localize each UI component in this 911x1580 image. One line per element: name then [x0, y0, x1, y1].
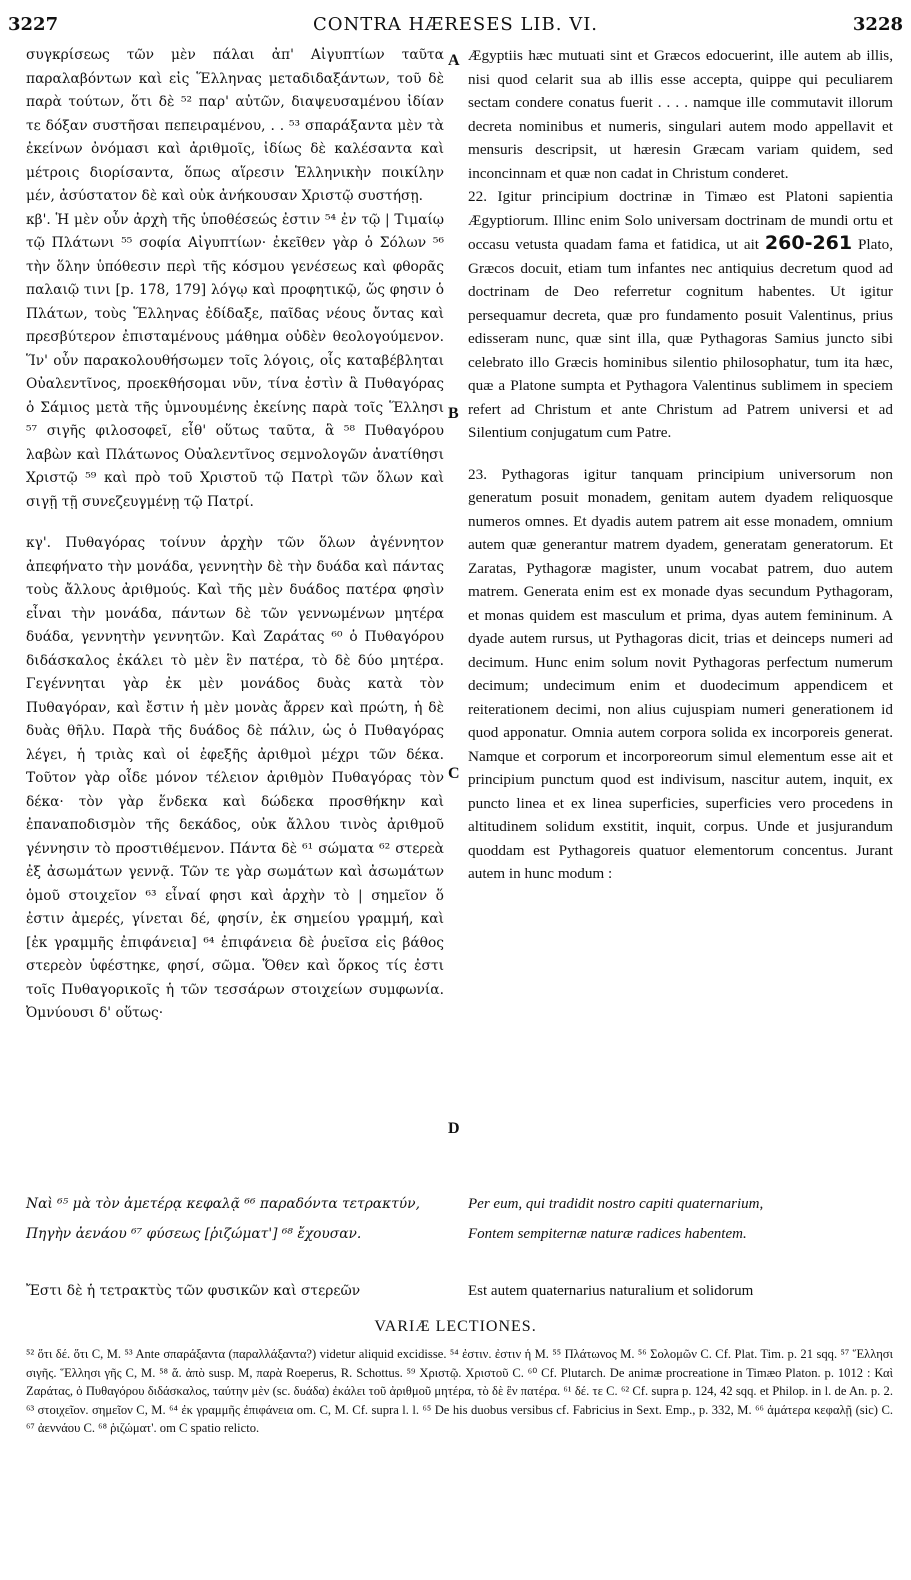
running-title: CONTRA HÆRESES LIB. VI. — [312, 14, 599, 35]
greek-paragraph-3: κγ'. Πυθαγόρας τοίνυν ἀρχὴν τῶν ὅλων ἀγέννητον ἀπεφήνατο τὴν μονάδα, γεννητὴν δὲ τὴν δυάδα καὶ πάντας τοὺς ἄλλους ἀριθμούς. Καὶ τῆς μὲν δυάδος πατέρα φησὶν εἶναι τὴν μονάδα, πάντων δὲ τῶν γεννωμένων μητέρα δυάδα, γεννητὴν γεννητῶν. Καὶ Ζαράτας ⁶⁰ ὁ Πυθαγόρου διδάσκαλος ἐκάλει τὸ μὲν ἓν πατέρα, τὸ δὲ δύο μητέρα. Γεγέννηται γὰρ ἐκ μὲν μονάδος δυὰς κατὰ τὸν Πυθαγόραν, καὶ ἔστιν ἡ μὲν μονὰς ἄρρεν καὶ πρώτη, ἡ δὲ δυὰς θῆλυ. Παρὰ τῆς δυάδος δὲ πάλιν, ὡς ὁ Πυθαγόρας λέγει, ἡ τριὰς καὶ οἱ ἐφεξῆς ἀριθμοὶ μέχρι τῶν δέκα. Τοῦτον γὰρ οἶδε μόνον τέλειον ἀριθμὸν Πυθαγόρας τὸν δέκα· τὸν γὰρ ἕνδεκα καὶ δώδεκα προσθήκην καὶ ἐπαναποδισμὸν τῆς δεκάδος, οὐκ ἄλλου τινὸς ἀριθμοῦ γέννησιν τὸ προστιθέμενον. Πάντα δὲ ⁶¹ σώματα ⁶² στερεὰ ἐξ ἀσωμάτων γεννᾷ. Τῶν τε γὰρ σωμάτων καὶ ἀσωμάτων ὁμοῦ στοιχεῖον ⁶³ εἶναί φησι καὶ ἀρχὴν τὸ | σημεῖον ὅ ἐστιν ἀμερές, γίνεται δέ, φησίν, ἐκ σημείου γραμμή, καὶ [ἐκ γραμμῆς ἐπιφάνεια] ⁶⁴ ἐπιφάνεια δὲ ῥυεῖσα εἰς βάθος στερεὸν ὑφέστηκε, φησί, σῶμα. Ὅθεν καὶ ὅρκος τίς ἐστι τοῖς Πυθαγορικοῖς ἡ τῶν τεσσάρων στοιχείων συμφωνία. Ὀμνύουσι δ' οὕτως· — [26, 535, 444, 1021]
latin-paragraph-3: 23. Pythagoras igitur tanquam principium universorum non generatum posuit monadem, genitam autem dyadem reliquosque numeros omnes. Et dyadis autem patrem ait esse monadem, omnium autem quæ generantur matrem dyadem, generatam generatorum. Et Zaratas, Pythagoræ magister, unum vocabat patrem, duo autem matrem. Generata enim est ex monade dyas secundum Pythagoram, et monas quidem est masculum et prima, dyas autem femininum. A dyade autem rursus, ut Pythagoras dicit, trias et deinceps numeri ad decimum. Hunc enim solum novit Pythagoras perfectum numerum decimum; undecimum enim et duodecimum appendicem et reiterationem decimi, non alius cujuspiam numeri generationem id quod apponatur. Omnia autem corpora solida ex incorporeis generat. Namque et corporum et incorporeorum simul elementum esse ait et principium punctum quod est indivisum, nascitur autem, inquit, ex puncto linea et ex linea superficies, superficies vero procedens in altitudinem solidum exstitit, inquit, corpus. Unde et jusjurandum quoddam est Pythagoreis quatuor elementorum concentus. Jurant autem in hunc modum : — [468, 465, 893, 882]
variae-lectiones-notes: ⁵² ὅτι δέ. ὅτι C, M. ⁵³ Ante σπαράξαντα (παραλλάξαντα?) videtur aliquid excidisse. ⁵⁴ ἐστιν. ἐστιν ἡ M. ⁵⁵ Πλάτωνος M. ⁵⁶ Σολομῶν C. Cf. Plat. Tim. p. 21 sqq. ⁵⁷ Ἕλλησι σιγῆς. Ἕλλησι γῆς C, M. ⁵⁸ ἅ. ἀπὸ susp. M, παρὰ Roeperus, R. Schottus. ⁵⁹ Χριστῷ. Χριστοῦ C. ⁶⁰ Cf. Plutarch. De animæ procreatione in Timæo Platon. p. 1012 : Καὶ Ζαράτας, ὁ Πυθαγόρου διδάσκαλος, ταύτην μὲν (sc. δυάδα) ἐκάλει τοῦ ἀριθμοῦ μητέρα, τὸ δὲ ἓν πατέρα. ⁶¹ δέ. τε C. ⁶² Cf. supra p. 124, 42 sqq. et Philop. in l. de An. p. 2. ⁶³ στοιχεῖον. σημεῖον C, M. ⁶⁴ ἐκ γραμμῆς ἐπιφάνεια om. C, M. Cf. supra l. l. ⁶⁵ De his duobus versibus cf. Fabricius in Sext. Emp., p. 332, M. ⁶⁶ ἀμάτερα κεφαλῇ (sic) C. ⁶⁷ ἀεννάου C. ⁶⁸ ῥιζώματ'. om C spatio relicto. — [26, 1347, 893, 1435]
latin-verse-line-2: Fontem sempiternæ naturæ radices habentem. — [468, 1226, 747, 1242]
latin-paragraph-2 — [468, 185, 893, 445]
latin-paragraph-2-post: Plato, Græcos docuit, etiam tum infantes nec antiquius decretum quod ad doctrinam de Deo referretur cognitum habentes. Ut igitur persequamur decreta, quæ pro fundamento posuit Valentinus, prius edisseram nunc, quæ sint illa, quæ Pythagoras Samius juncto sibi celebrato illo Græcis hominibus silentio philosophatur, tum ita hæc, quæ a Platone sumpta et Pythagora Valentinus sublimem in speciem refert ad Christum et ante Christum ad Patrem universi et ad Silentium conjugatum cum Patre. — [468, 236, 894, 441]
greek-text — [26, 44, 444, 1026]
greek-verse-line-2: Πηγὴν ἀενάου ⁶⁷ φύσεως [ῥιζώματ'] ⁶⁸ ἔχουσαν. — [26, 1226, 362, 1242]
greek-last-line: Ἔστι δὲ ἡ τετρακτὺς τῶν φυσικῶν καὶ στερεῶν — [26, 1283, 361, 1299]
page-number-left: 3227 — [8, 14, 59, 35]
continuation-line — [26, 1283, 893, 1309]
greek-column — [26, 44, 444, 1026]
variae-lectiones-title: VARIÆ LECTIONES. — [374, 1318, 537, 1335]
page-header — [0, 14, 911, 40]
greek-paragraph-2: κβ'. Ἡ μὲν οὖν ἀρχὴ τῆς ὑποθέσεώς ἐστιν ⁵⁴ ἐν τῷ | Τιμαίῳ τῷ Πλάτωνι ⁵⁵ σοφία Αἰγυπτίων· ἐκεῖθεν γὰρ ὁ Σόλων ⁵⁶ τὴν ὅλην ὑπόθεσιν περὶ τῆς κόσμου γενέσεως καὶ φθορᾶς παλαιῷ τινι [p. 178, 179] λόγῳ καὶ προφητικῷ, ὥς φησιν ὁ Πλάτων, τοὺς Ἕλληνας ἐδίδαξε, παῖδας νέους ὄντας καὶ πρεσβύτερον ἐπισταμένους μάθημα οὐδὲν θεολογούμενον. Ἵν' οὖν παρακολουθήσωμεν τοῖς λόγοις, οἷς καταβέβληται Οὐαλεντῖνος, προεκθήσομαι νῦν, τίνα ἐστὶν ἃ Πυθαγόρας ὁ Σάμιος μετὰ τῆς ὑμνουμένης ἐκείνης παρὰ τοῖς Ἕλλησι ⁵⁷ σιγῆς φιλοσοφεῖ, εἶθ' οὕτως ταῦτα, ἃ ⁵⁸ Πυθαγόρου λαβὼν καὶ Πλάτωνος Οὐαλεντῖνος σεμνολογῶν ἀνατίθησι Χριστῷ ⁵⁹ καὶ πρὸ τοῦ Χριστοῦ τῷ Πατρὶ τῶν ὅλων καὶ σιγῇ τῇ συνεζευγμένῃ τῷ Πατρί. — [26, 211, 444, 510]
greek-verse-line-1: Ναὶ ⁶⁵ μὰ τὸν ἀμετέρᾳ κεφαλᾷ ⁶⁶ παραδόντα τετρακτύν, — [26, 1196, 420, 1212]
oath-verse — [26, 1196, 893, 1256]
latin-last-line: Est autem quaternarius naturalium et solidorum — [468, 1283, 754, 1299]
margin-letter-c: C — [448, 765, 460, 782]
greek-paragraph-1: συγκρίσεως τῶν μὲν πάλαι ἀπ' Αἰγυπτίων ταῦτα παραλαβόντων καὶ εἰς Ἕλληνας μεταδιδαξάντων, τοῦ δὲ παρὰ τούτων, ὅτι δὲ ⁵² παρ' αὐτῶν, διαψευσαμένου ἰδίαν τε δόξαν συστῆσαι πεπειραμένου, . . ⁵³ σπαράξαντα μὲν τὰ ἐκείνων ὀνόμασι καὶ ἀριθμοῖς, ἰδίως δὲ καλέσαντα καὶ μέτροις διορίσαντα, ὅπως αἵρεσιν Ἑλληνικὴν ποικίλην μέν, ἀσύστατον δὲ καὶ οὐκ ἀνήκουσαν Χριστῷ συστήσῃ. — [26, 47, 444, 204]
page-number-right: 3228 — [852, 14, 903, 35]
latin-paragraph-2-pre: 22. Igitur principium doctrinæ in Timæo est Platoni sapientia Ægyptiorum. Illinc enim Solo universam doctrinam de mundi ortu et occasu vetusta quadam fama et fatidica, ut ait — [468, 188, 893, 253]
margin-letter-a: A — [448, 52, 460, 69]
margin-letter-b: B — [448, 405, 459, 422]
latin-column — [468, 44, 893, 886]
latin-text — [468, 44, 893, 886]
margin-letter-d: D — [448, 1120, 460, 1137]
latin-paragraph-1: Ægyptiis hæc mutuati sint et Græcos edocuerint, ille autem ab illis, nisi quod celarit sua ab illis esse accepta, quippe qui peculiarem sectam condere conatus fuerit . . . . namque ille commutavit illorum decreta nominibus et numeris, singulari autem modo appellavit et mensuris descripsit, ut hæresin Græcam variam quidem, sed inconcinnam et quæ non cadat in Christum conderet. — [468, 47, 893, 182]
margin-page-numbers: 260-261 — [764, 232, 853, 254]
latin-verse-line-1: Per eum, qui tradidit nostro capiti quaternarium, — [468, 1196, 764, 1212]
